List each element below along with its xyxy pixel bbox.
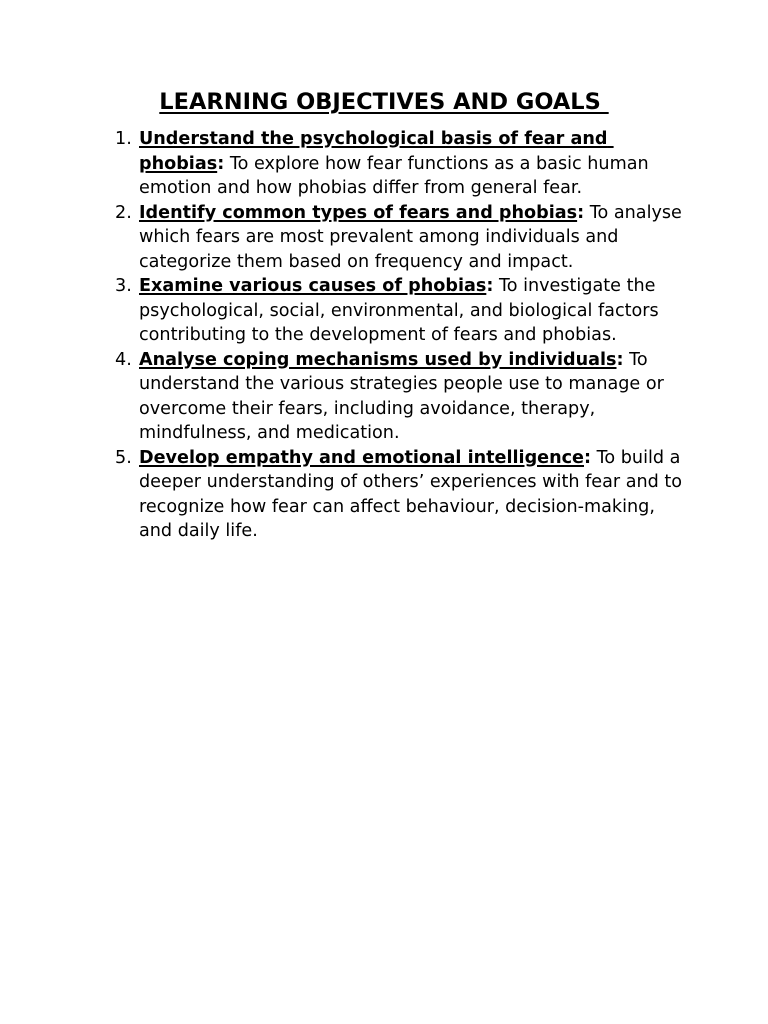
objective-colon: :	[486, 276, 494, 296]
objective-colon: :	[616, 349, 624, 370]
page-title	[0, 87, 768, 117]
list-number: 3.	[115, 276, 132, 296]
objective-text: To understand the various strategies people use to manage or overcome their fears, including avoidance, therapy, mindfulness, and medication.	[139, 349, 664, 443]
objective-text: To analyse which fears are most prevalent among individuals and categorize them based on frequency and impact.	[139, 202, 682, 272]
objective-heading: Examine various causes of phobias	[139, 276, 487, 296]
objective-colon: :	[577, 202, 585, 223]
list-item	[115, 127, 685, 201]
objectives-list	[115, 127, 685, 544]
objective-text: To explore how fear functions as a basic human emotion and how phobias differ from general fear.	[139, 153, 649, 198]
list-number: 5.	[115, 447, 132, 468]
list-number: 1.	[115, 129, 132, 149]
objective-heading: Analyse coping mechanisms used by individuals	[139, 349, 617, 370]
page-title-text: LEARNING OBJECTIVES AND GOALS	[159, 89, 609, 115]
objective-colon: :	[584, 447, 592, 468]
list-number: 4.	[115, 349, 132, 370]
objective-heading: Develop empathy and emotional intelligence	[139, 447, 584, 468]
list-item	[115, 274, 685, 348]
objective-heading: Identify common types of fears and phobias	[139, 202, 578, 223]
objective-text: To build a deeper understanding of others’ experiences with fear and to recognize how fear can affect behaviour, decision-making, and daily life.	[139, 447, 683, 541]
objective-text: To investigate the psychological, social, environmental, and biological factors contributing to the development of fears and phobias.	[139, 276, 659, 345]
list-item	[115, 348, 685, 446]
list-item	[115, 446, 685, 544]
list-item	[115, 201, 685, 275]
list-number: 2.	[115, 202, 132, 223]
objective-colon: :	[217, 153, 225, 174]
objective-heading: Understand the psychological basis of fear and phobias	[139, 129, 614, 174]
